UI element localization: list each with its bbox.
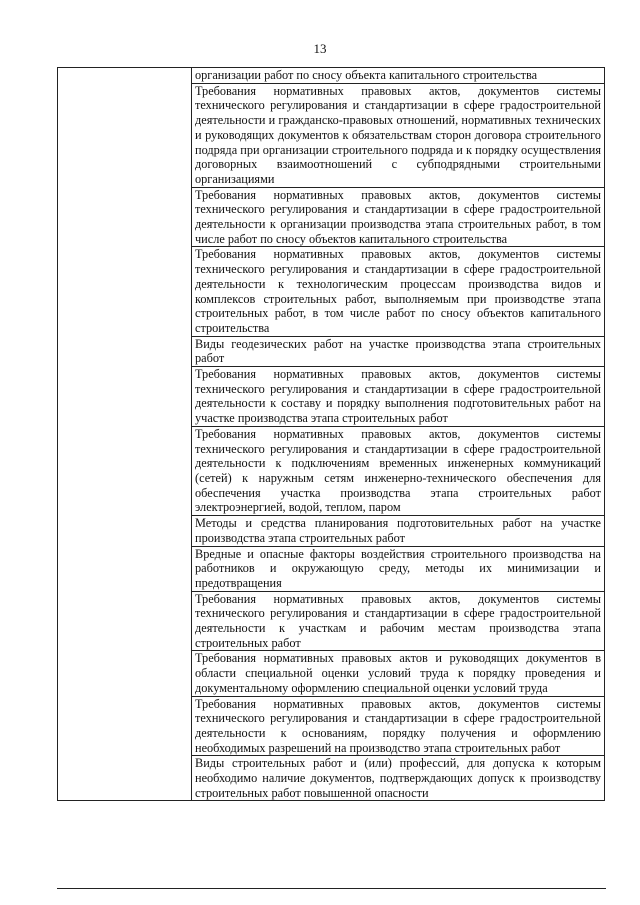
table-cell: Требования нормативных правовых актов, документов системы технического регулирования и стандартизации в сфере градостроительной деятельности к участкам и рабочим местам производства этапа строительных работ	[192, 591, 605, 651]
table-cell: организации работ по сносу объекта капитального строительства	[192, 68, 605, 84]
table-cell: Требования нормативных правовых актов, документов системы технического регулирования и стандартизации в сфере градостроительной деятельности к технологическим процессам производства видов и комплексов строительных работ, выполняемым при производстве этапа строительных работ, в том числе работ по сносу объектов капитального строительства	[192, 247, 605, 336]
table-cell: Вредные и опасные факторы воздействия строительного производства на работников и окружающую среду, методы их минимизации и предотвращения	[192, 546, 605, 591]
page-number: 13	[313, 41, 327, 56]
requirements-table	[57, 67, 605, 801]
left-column-cell	[58, 68, 192, 801]
table-cell: Виды строительных работ и (или) профессий, для допуска к которым необходимо наличие документов, подтверждающих допуск к производству строительных работ повышенной опасности	[192, 756, 605, 801]
table-cell: Требования нормативных правовых актов, документов системы технического регулирования и стандартизации в сфере градостроительной деятельности к основаниям, порядку получения и оформлению необходимых разрешений на производство этапа строительных работ	[192, 696, 605, 756]
bottom-rule	[57, 888, 606, 889]
table-cell: Требования нормативных правовых актов, документов системы технического регулирования и стандартизации в сфере градостроительной деятельности и гражданско-правовых отношений, нормативных технических и руководящих документов к обязательствам сторон договора строительного подряда при организации строительного подряда и к порядку осуществления договорных взаимоотношений с субподрядными строительными организациями	[192, 83, 605, 187]
table-cell: Требования нормативных правовых актов, документов системы технического регулирования и стандартизации в сфере градостроительной деятельности к подключениям временных инженерных коммуникаций (сетей) к наружным сетям инженерно-технического обеспечения для обеспечения участка производства этапа строительных работ электроэнергией, водой, теплом, паром	[192, 426, 605, 515]
table-cell: Требования нормативных правовых актов, документов системы технического регулирования и стандартизации в сфере градостроительной деятельности к организации производства этапа строительных работ, в том числе работ по сносу объектов капитального строительства	[192, 187, 605, 247]
table-cell: Методы и средства планирования подготовительных работ на участке производства этапа строительных работ	[192, 516, 605, 546]
table-cell: Требования нормативных правовых актов и руководящих документов в области специальной оценки условий труда к порядку проведения и документальному оформлению специальной оценки условий труда	[192, 651, 605, 696]
table-row	[58, 68, 605, 84]
table-cell: Требования нормативных правовых актов, документов системы технического регулирования и стандартизации в сфере градостроительной деятельности к составу и порядку выполнения подготовительных работ на участке производства этапа строительных работ	[192, 367, 605, 427]
table-cell: Виды геодезических работ на участке производства этапа строительных работ	[192, 336, 605, 366]
